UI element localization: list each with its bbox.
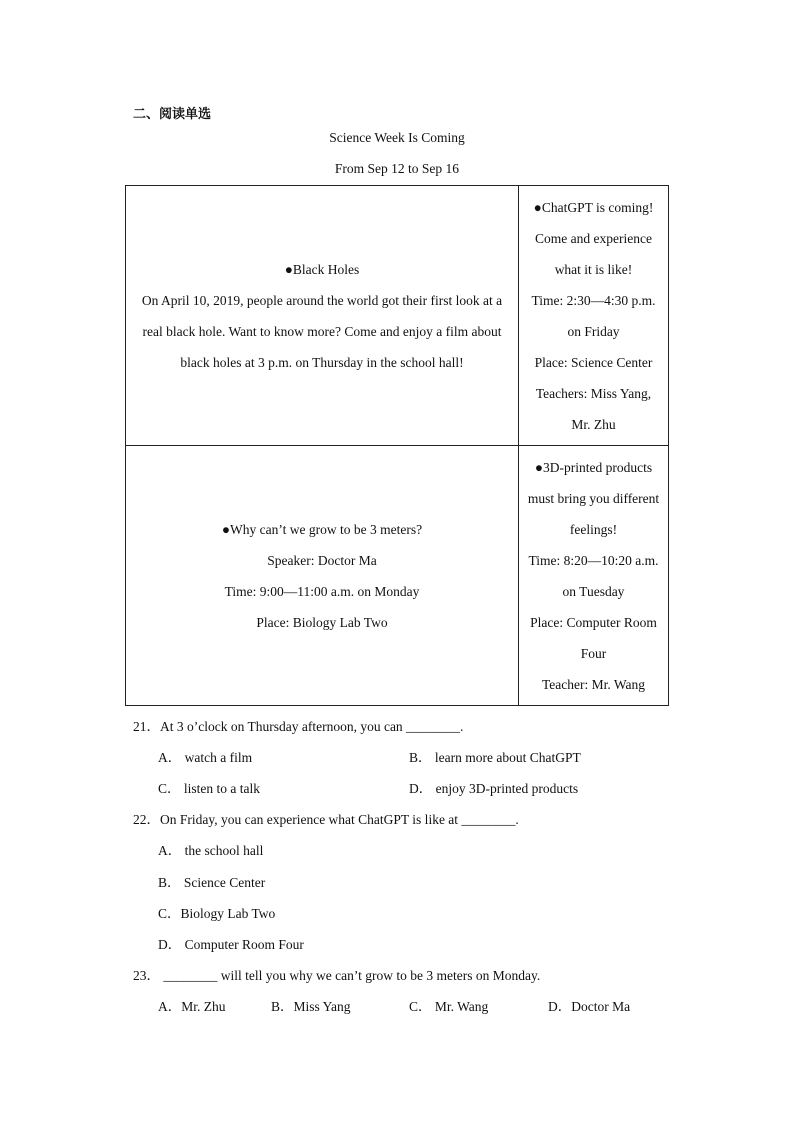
event-heading: ●Why can’t we grow to be 3 meters? xyxy=(221,521,423,537)
option-23-a[interactable]: A．Mr. Zhu xyxy=(158,999,226,1014)
event-black-holes xyxy=(126,186,519,446)
question-21: 21．At 3 o’clock on Thursday afternoon, you can ________. xyxy=(133,719,464,734)
option-21-a[interactable]: A． watch a film xyxy=(158,750,253,765)
option-23-c[interactable]: C． Mr. Wang xyxy=(409,999,489,1014)
event-place: Four xyxy=(580,645,607,661)
event-teachers: Mr. Zhu xyxy=(571,416,616,432)
event-teacher: Teacher: Mr. Wang xyxy=(541,676,646,692)
event-time: Time: 2:30—4:30 p.m. xyxy=(531,292,656,308)
event-place: Place: Computer Room xyxy=(530,614,657,630)
event-day: on Tuesday xyxy=(562,583,625,599)
event-3d-printing xyxy=(519,446,669,706)
option-23-b[interactable]: B．Miss Yang xyxy=(271,999,351,1014)
event-line: ●ChatGPT is coming! xyxy=(533,199,654,215)
notice-dates: From Sep 12 to Sep 16 xyxy=(334,161,460,176)
option-22-a[interactable]: A． the school hall xyxy=(158,843,264,858)
event-time: Time: 9:00—11:00 a.m. on Monday xyxy=(224,583,420,599)
event-speaker: Speaker: Doctor Ma xyxy=(267,552,377,568)
event-line: feelings! xyxy=(569,521,618,537)
event-row xyxy=(126,186,669,446)
option-23-d[interactable]: D．Doctor Ma xyxy=(548,999,631,1014)
event-heading: ●Black Holes xyxy=(284,261,360,277)
option-22-d[interactable]: D． Computer Room Four xyxy=(158,937,304,952)
event-grow-talk xyxy=(126,446,519,706)
event-time: Time: 8:20—10:20 a.m. xyxy=(528,552,659,568)
event-teachers: Teachers: Miss Yang, xyxy=(535,385,652,401)
event-line: what it is like! xyxy=(554,261,633,277)
option-21-d[interactable]: D． enjoy 3D-printed products xyxy=(409,781,579,796)
event-table xyxy=(125,185,669,706)
option-22-c[interactable]: C．Biology Lab Two xyxy=(158,906,276,921)
event-line: must bring you different xyxy=(527,490,660,506)
question-22: 22．On Friday, you can experience what ChatGPT is like at ________. xyxy=(133,812,519,827)
event-chatgpt xyxy=(519,186,669,446)
event-description: On April 10, 2019, people around the world got their first look at a real black hole. Want to know more? Come and enjoy a film about black holes at 3 p.m. on Thursday in the school hall! xyxy=(141,292,503,370)
section-heading: 二、阅读单选 xyxy=(133,107,212,122)
option-21-c[interactable]: C． listen to a talk xyxy=(158,781,260,796)
notice-title: Science Week Is Coming xyxy=(329,130,465,145)
option-22-b[interactable]: B． Science Center xyxy=(158,875,266,890)
question-23: 23． ________ will tell you why we can’t grow to be 3 meters on Monday. xyxy=(133,968,541,983)
event-day: on Friday xyxy=(567,323,620,339)
event-row xyxy=(126,446,669,706)
option-21-b[interactable]: B． learn more about ChatGPT xyxy=(409,750,581,765)
event-line: Come and experience xyxy=(535,230,652,246)
event-place: Place: Science Center xyxy=(534,354,653,370)
event-place: Place: Biology Lab Two xyxy=(256,614,388,630)
event-line: ●3D-printed products xyxy=(534,459,653,475)
